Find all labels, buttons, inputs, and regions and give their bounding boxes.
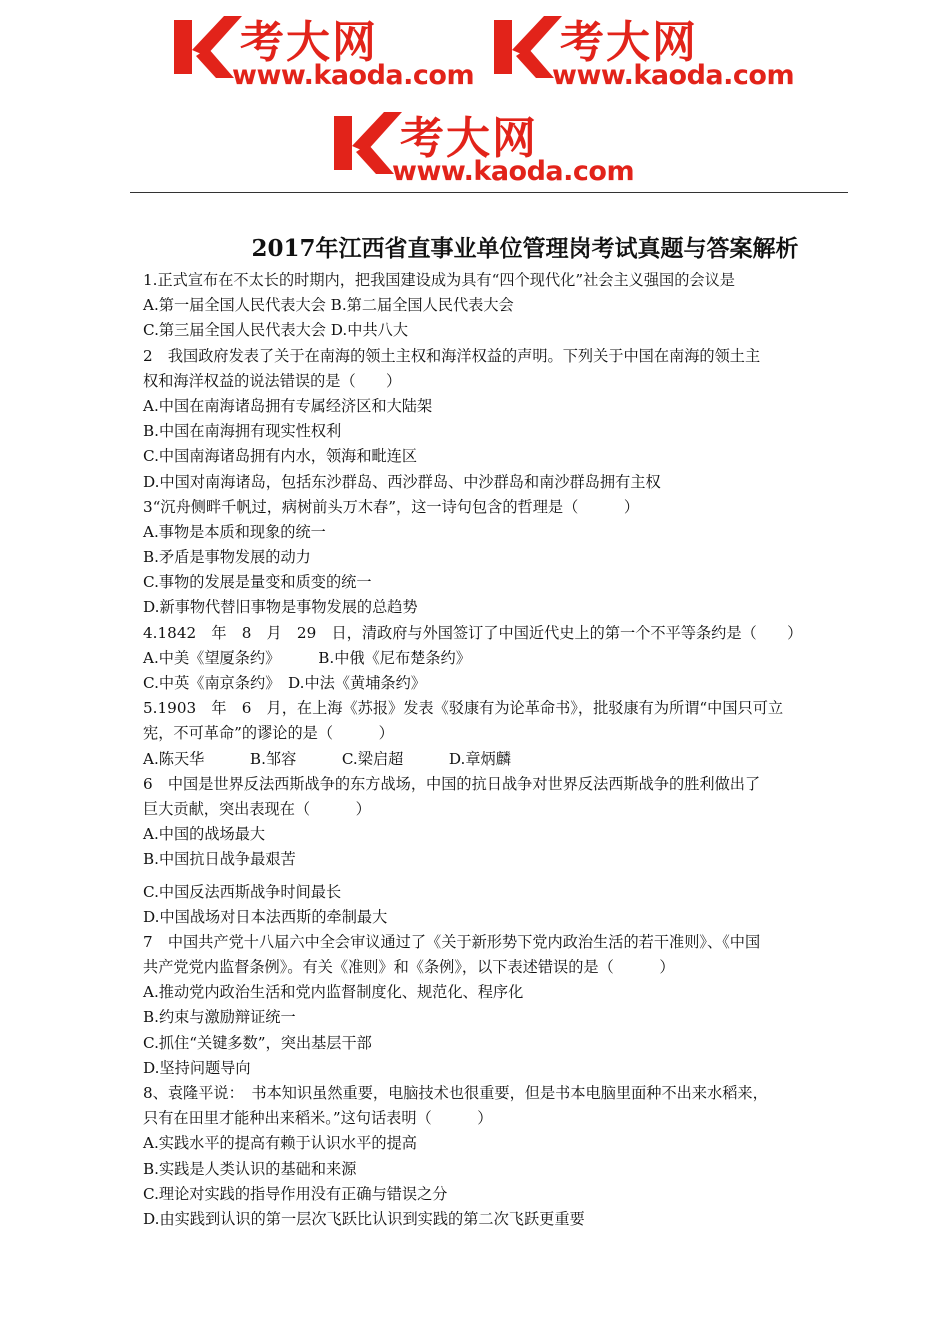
question-line: 8、袁隆平说： 书本知识虽然重要，电脑技术也很重要，但是书本电脑里面种不出来水稻来， bbox=[143, 1084, 768, 1102]
option-line: D.中国战场对日本法西斯的牵制最大 bbox=[143, 907, 388, 926]
option-line: C.抓住“关键多数”，突出基层干部 bbox=[143, 1033, 372, 1052]
question-line: 权和海洋权益的说法错误的是（ ） bbox=[143, 371, 402, 390]
question-line: 只有在田里才能种出来稻米。”这句话表明（ ） bbox=[143, 1109, 493, 1128]
question-line: 宪，不可革命”的谬论的是（ ） bbox=[143, 724, 394, 743]
option-line: A.中国在南海诸岛拥有专属经济区和大陆架 bbox=[143, 396, 433, 415]
option-line: C.中国反法西斯战争时间最长 bbox=[143, 882, 342, 901]
option-line: C.事物的发展是量变和质变的统一 bbox=[143, 573, 372, 592]
logo-chinese-text: 考大网 bbox=[240, 17, 378, 68]
header-divider bbox=[130, 192, 848, 193]
option-line: A.中美《望厦条约》 B.中俄《尼布楚条约》 bbox=[143, 648, 471, 667]
question-line: 7 中国共产党十八届六中全会审议通过了《关于新形势下党内政治生活的若干准则》、《中国 bbox=[143, 932, 761, 951]
document-title: 2017年江西省直事业单位管理岗考试真题与答案解析 bbox=[251, 235, 799, 262]
option-line: D.中国对南海诸岛，包括东沙群岛、西沙群岛、中沙群岛和南沙群岛拥有主权 bbox=[143, 472, 661, 491]
option-line: C.中英《南京条约》 D.中法《黄埔条约》 bbox=[143, 674, 426, 692]
option-line: B.中国抗日战争最艰苦 bbox=[143, 850, 296, 869]
kaoda-logo-left[interactable] bbox=[172, 12, 492, 92]
question-line: 巨大贡献，突出表现在（ ） bbox=[143, 799, 371, 818]
question-line: 共产党党内监督条例》。有关《准则》和《条例》，以下表述错误的是（ ） bbox=[143, 958, 675, 977]
question-line: 1.正式宣布在不太长的时期内，把我国建设成为具有“四个现代化”社会主义强国的会议是 bbox=[143, 271, 735, 289]
kaoda-logo-center[interactable] bbox=[332, 108, 652, 188]
logo-chinese-text: 考大网 bbox=[560, 17, 698, 68]
logo-url-text: www.kaoda.com bbox=[552, 60, 795, 91]
option-line: A.第一届全国人民代表大会 B.第二届全国人民代表大会 bbox=[143, 296, 514, 315]
option-line: D.由实践到认识的第一层次飞跃比认识到实践的第二次飞跃更重要 bbox=[143, 1209, 585, 1228]
logo-chinese-text: 考大网 bbox=[400, 113, 538, 164]
option-line: B.矛盾是事物发展的动力 bbox=[143, 548, 311, 567]
logo-url-text: www.kaoda.com bbox=[232, 60, 475, 91]
option-line: C.中国南海诸岛拥有内水，领海和毗连区 bbox=[143, 447, 418, 466]
question-line: 6 中国是世界反法西斯战争的东方战场，中国的抗日战争对世界反法西斯战争的胜利做出了 bbox=[143, 774, 761, 793]
question-line: 2 我国政府发表了关于在南海的领土主权和海洋权益的声明。下列关于中国在南海的领土主 bbox=[143, 346, 761, 365]
option-line: D.坚持问题导向 bbox=[143, 1058, 251, 1077]
option-line: B.实践是人类认识的基础和来源 bbox=[143, 1159, 357, 1178]
option-line: A.中国的战场最大 bbox=[143, 825, 266, 844]
option-line: D.新事物代替旧事物是事物发展的总趋势 bbox=[143, 598, 418, 617]
kaoda-logo-right[interactable] bbox=[492, 12, 812, 92]
question-body bbox=[143, 268, 853, 1232]
option-line: A.推动党内政治生活和党内监督制度化、规范化、程序化 bbox=[143, 983, 524, 1002]
option-line: A.实践水平的提高有赖于认识水平的提高 bbox=[143, 1134, 417, 1153]
option-line: C.第三届全国人民代表大会 D.中共八大 bbox=[143, 321, 409, 340]
question-line: 3“沉舟侧畔千帆过，病树前头万木春”，这一诗句包含的哲理是（ ） bbox=[143, 497, 640, 516]
logo-url-text: www.kaoda.com bbox=[392, 156, 635, 187]
option-line: B.中国在南海拥有现实性权利 bbox=[143, 422, 342, 441]
option-line: B.约束与激励辩证统一 bbox=[143, 1008, 296, 1027]
question-line: 5.1903 年 6 月，在上海《苏报》发表《驳康有为论革命书》，批驳康有为所谓“中国只可立 bbox=[143, 699, 784, 718]
option-line: A.事物是本质和现象的统一 bbox=[143, 522, 326, 541]
question-line: 4.1842 年 8 月 29 日，清政府与外国签订了中国近代史上的第一个不平等条约是（ ） bbox=[143, 623, 803, 642]
option-line: C.理论对实践的指导作用没有正确与错误之分 bbox=[143, 1184, 448, 1203]
option-line: A.陈天华 B.邹容 C.梁启超 D.章炳麟 bbox=[143, 749, 511, 768]
